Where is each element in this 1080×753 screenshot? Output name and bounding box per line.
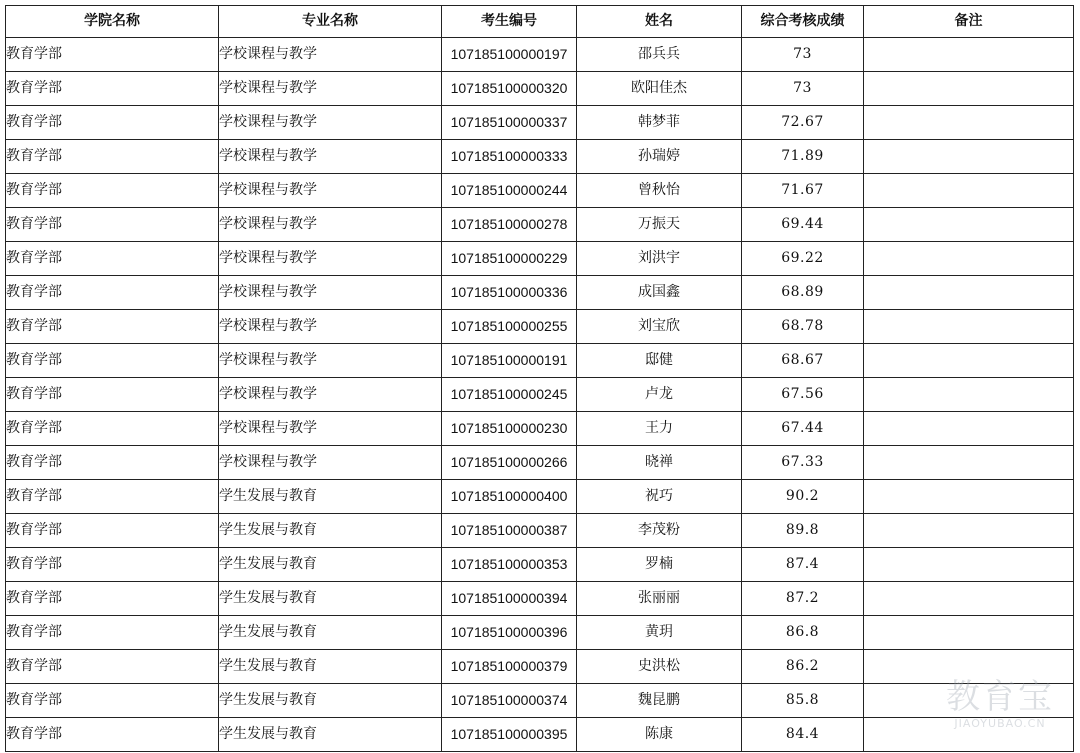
cell-major: 学校课程与教学 (219, 174, 442, 208)
cell-candidate-id: 107185100000230 (442, 412, 577, 446)
cell-candidate-id: 107185100000396 (442, 616, 577, 650)
cell-candidate-id: 107185100000395 (442, 718, 577, 752)
cell-major: 学校课程与教学 (219, 72, 442, 106)
cell-major: 学校课程与教学 (219, 140, 442, 174)
table-row (6, 650, 1074, 684)
header-score: 综合考核成绩 (742, 6, 864, 38)
watermark-logo: 教育宝 (946, 677, 1054, 717)
cell-major: 学校课程与教学 (219, 242, 442, 276)
cell-score: 85.8 (742, 684, 864, 718)
table-row (6, 276, 1074, 310)
table-row (6, 446, 1074, 480)
cell-remark (864, 378, 1074, 412)
cell-name: 罗楠 (577, 548, 742, 582)
cell-candidate-id: 107185100000320 (442, 72, 577, 106)
cell-score: 68.67 (742, 344, 864, 378)
watermark-url: JIAOYUBAO.CN (954, 717, 1046, 730)
header-remark: 备注 (864, 6, 1074, 38)
cell-name: 王力 (577, 412, 742, 446)
cell-major: 学生发展与教育 (219, 684, 442, 718)
table-row (6, 242, 1074, 276)
table-row (6, 616, 1074, 650)
cell-college: 教育学部 (6, 412, 219, 446)
cell-score: 86.2 (742, 650, 864, 684)
cell-remark (864, 582, 1074, 616)
table-row (6, 412, 1074, 446)
cell-college: 教育学部 (6, 718, 219, 752)
cell-college: 教育学部 (6, 650, 219, 684)
header-candidate-id: 考生编号 (442, 6, 577, 38)
cell-name: 晓禅 (577, 446, 742, 480)
cell-major: 学校课程与教学 (219, 412, 442, 446)
cell-college: 教育学部 (6, 616, 219, 650)
header-row (6, 6, 1074, 38)
cell-college: 教育学部 (6, 480, 219, 514)
cell-college: 教育学部 (6, 38, 219, 72)
cell-college: 教育学部 (6, 276, 219, 310)
cell-name: 孙瑞婷 (577, 140, 742, 174)
cell-college: 教育学部 (6, 310, 219, 344)
cell-score: 87.2 (742, 582, 864, 616)
cell-college: 教育学部 (6, 548, 219, 582)
cell-candidate-id: 107185100000333 (442, 140, 577, 174)
cell-score: 68.78 (742, 310, 864, 344)
cell-score: 71.89 (742, 140, 864, 174)
cell-name: 祝巧 (577, 480, 742, 514)
header-major: 专业名称 (219, 6, 442, 38)
cell-score: 69.22 (742, 242, 864, 276)
cell-score: 89.8 (742, 514, 864, 548)
table-row (6, 72, 1074, 106)
cell-remark (864, 650, 1074, 684)
cell-college: 教育学部 (6, 378, 219, 412)
cell-score: 87.4 (742, 548, 864, 582)
table-row (6, 378, 1074, 412)
cell-major: 学校课程与教学 (219, 38, 442, 72)
cell-name: 成国鑫 (577, 276, 742, 310)
table-body (6, 38, 1074, 752)
table-row (6, 106, 1074, 140)
cell-name: 陈康 (577, 718, 742, 752)
cell-major: 学校课程与教学 (219, 310, 442, 344)
cell-name: 邵兵兵 (577, 38, 742, 72)
cell-remark (864, 548, 1074, 582)
table-row (6, 208, 1074, 242)
cell-name: 刘宝欣 (577, 310, 742, 344)
cell-remark (864, 106, 1074, 140)
cell-score: 72.67 (742, 106, 864, 140)
cell-candidate-id: 107185100000244 (442, 174, 577, 208)
cell-major: 学生发展与教育 (219, 718, 442, 752)
cell-score: 67.56 (742, 378, 864, 412)
cell-score: 67.44 (742, 412, 864, 446)
cell-college: 教育学部 (6, 514, 219, 548)
cell-name: 李茂粉 (577, 514, 742, 548)
cell-candidate-id: 107185100000278 (442, 208, 577, 242)
cell-candidate-id: 107185100000191 (442, 344, 577, 378)
cell-remark (864, 242, 1074, 276)
cell-college: 教育学部 (6, 582, 219, 616)
cell-score: 68.89 (742, 276, 864, 310)
cell-candidate-id: 107185100000337 (442, 106, 577, 140)
cell-name: 黄玥 (577, 616, 742, 650)
cell-major: 学生发展与教育 (219, 582, 442, 616)
cell-college: 教育学部 (6, 242, 219, 276)
cell-score: 67.33 (742, 446, 864, 480)
table-row (6, 310, 1074, 344)
cell-candidate-id: 107185100000255 (442, 310, 577, 344)
cell-major: 学校课程与教学 (219, 276, 442, 310)
cell-candidate-id: 107185100000353 (442, 548, 577, 582)
cell-college: 教育学部 (6, 106, 219, 140)
cell-candidate-id: 107185100000400 (442, 480, 577, 514)
cell-candidate-id: 107185100000374 (442, 684, 577, 718)
cell-remark (864, 72, 1074, 106)
cell-college: 教育学部 (6, 140, 219, 174)
cell-major: 学校课程与教学 (219, 446, 442, 480)
table-row (6, 514, 1074, 548)
cell-score: 71.67 (742, 174, 864, 208)
table-row (6, 548, 1074, 582)
cell-candidate-id: 107185100000266 (442, 446, 577, 480)
cell-remark (864, 616, 1074, 650)
cell-college: 教育学部 (6, 446, 219, 480)
table-row (6, 38, 1074, 72)
table-row (6, 344, 1074, 378)
cell-college: 教育学部 (6, 208, 219, 242)
cell-score: 86.8 (742, 616, 864, 650)
cell-name: 刘洪宇 (577, 242, 742, 276)
cell-major: 学生发展与教育 (219, 650, 442, 684)
cell-name: 张丽丽 (577, 582, 742, 616)
cell-remark (864, 480, 1074, 514)
cell-score: 90.2 (742, 480, 864, 514)
cell-major: 学生发展与教育 (219, 480, 442, 514)
cell-college: 教育学部 (6, 174, 219, 208)
cell-candidate-id: 107185100000387 (442, 514, 577, 548)
cell-major: 学校课程与教学 (219, 208, 442, 242)
cell-college: 教育学部 (6, 72, 219, 106)
cell-college: 教育学部 (6, 684, 219, 718)
header-name: 姓名 (577, 6, 742, 38)
cell-candidate-id: 107185100000197 (442, 38, 577, 72)
cell-remark (864, 208, 1074, 242)
cell-remark (864, 412, 1074, 446)
cell-candidate-id: 107185100000245 (442, 378, 577, 412)
cell-name: 欧阳佳杰 (577, 72, 742, 106)
table-row (6, 174, 1074, 208)
cell-name: 曾秋怡 (577, 174, 742, 208)
cell-name: 史洪松 (577, 650, 742, 684)
table-row (6, 480, 1074, 514)
cell-remark (864, 174, 1074, 208)
cell-major: 学校课程与教学 (219, 378, 442, 412)
table-header (6, 6, 1074, 38)
cell-candidate-id: 107185100000336 (442, 276, 577, 310)
cell-remark (864, 446, 1074, 480)
cell-major: 学校课程与教学 (219, 106, 442, 140)
cell-remark (864, 140, 1074, 174)
cell-major: 学生发展与教育 (219, 514, 442, 548)
header-college: 学院名称 (6, 6, 219, 38)
table-row (6, 140, 1074, 174)
cell-name: 魏昆鹏 (577, 684, 742, 718)
score-table (5, 5, 1074, 752)
cell-score: 73 (742, 72, 864, 106)
table-row (6, 684, 1074, 718)
cell-major: 学校课程与教学 (219, 344, 442, 378)
cell-name: 邸健 (577, 344, 742, 378)
cell-remark (864, 344, 1074, 378)
cell-candidate-id: 107185100000394 (442, 582, 577, 616)
cell-score: 73 (742, 38, 864, 72)
cell-score: 69.44 (742, 208, 864, 242)
cell-name: 卢龙 (577, 378, 742, 412)
cell-candidate-id: 107185100000379 (442, 650, 577, 684)
cell-remark (864, 38, 1074, 72)
cell-major: 学生发展与教育 (219, 548, 442, 582)
cell-remark (864, 310, 1074, 344)
cell-remark (864, 514, 1074, 548)
cell-remark (864, 718, 1074, 752)
cell-major: 学生发展与教育 (219, 616, 442, 650)
cell-name: 韩梦菲 (577, 106, 742, 140)
cell-name: 万振天 (577, 208, 742, 242)
table-row (6, 718, 1074, 752)
cell-remark (864, 684, 1074, 718)
cell-remark (864, 276, 1074, 310)
table-row (6, 582, 1074, 616)
cell-college: 教育学部 (6, 344, 219, 378)
cell-score: 84.4 (742, 718, 864, 752)
cell-candidate-id: 107185100000229 (442, 242, 577, 276)
